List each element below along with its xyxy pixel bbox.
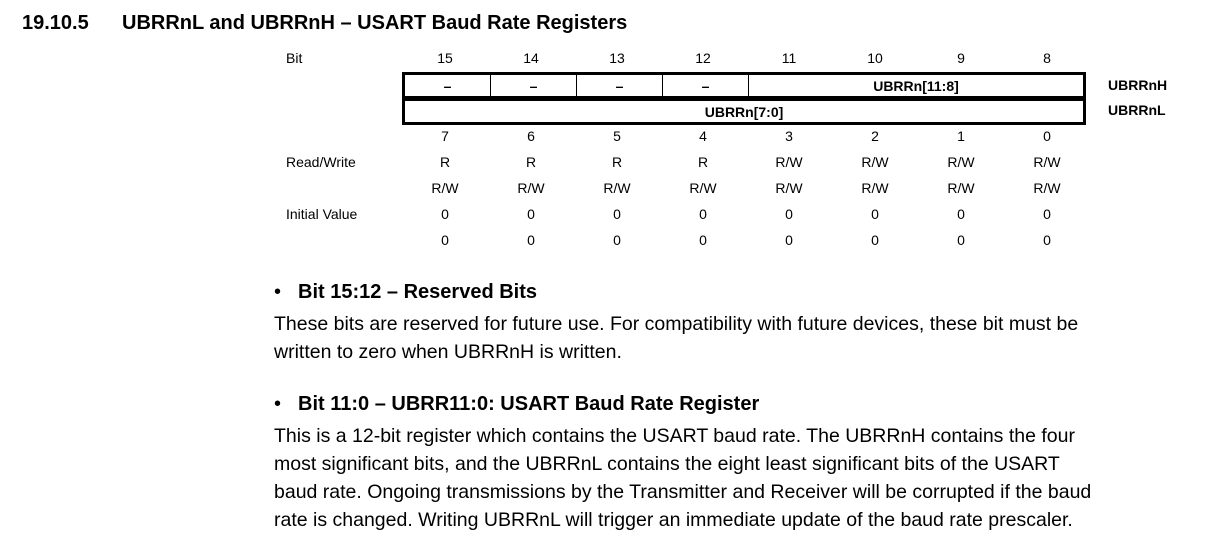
initial-value: 0 (785, 206, 793, 222)
paragraph-line: These bits are reserved for future use. For compatibility with future devices, these bit must be (274, 313, 1079, 335)
bit-number: 6 (527, 128, 535, 144)
bit-number: 15 (437, 50, 453, 66)
bit-number: 1 (957, 128, 965, 144)
bullet-heading-ubrr (274, 393, 759, 416)
bit-number: 3 (785, 128, 793, 144)
register-low-name: UBRRnL (1108, 102, 1166, 118)
access-value: R/W (517, 180, 545, 196)
initial-value: 0 (871, 232, 879, 248)
initial-value: 0 (957, 206, 965, 222)
section-title: UBRRnL and UBRRnH – USART Baud Rate Registers (122, 12, 628, 34)
bit-number: 12 (695, 50, 711, 66)
access-value: R (697, 154, 709, 170)
initial-value: 0 (699, 232, 707, 248)
initial-value: 0 (957, 232, 965, 248)
access-value: R (439, 154, 451, 170)
bit-number: 14 (523, 50, 539, 66)
initial-value: 0 (1043, 232, 1051, 248)
bit-number: 10 (867, 50, 883, 66)
initial-value-label: Initial Value (286, 206, 358, 222)
paragraph-line: rate is changed. Writing UBRRnL will trigger an immediate update of the baud rate prescaler. (274, 509, 1073, 531)
bullet-heading-text: Bit 15:12 – Reserved Bits (298, 281, 538, 303)
paragraph-line: most significant bits, and the UBRRnL contains the eight least significant bits of the USART (274, 453, 1060, 475)
bit-number: 13 (609, 50, 625, 66)
read-write-label: Read/Write (286, 154, 356, 170)
paragraph-line: written to zero when UBRRnH is written. (274, 341, 622, 363)
ubrr-high-field: UBRRn[11:8] (873, 77, 959, 94)
access-value: R/W (947, 180, 975, 196)
bullet-marker: • (274, 281, 282, 303)
access-value: R/W (775, 154, 803, 170)
bit-label: Bit (286, 50, 303, 66)
bit-number: 4 (699, 128, 707, 144)
initial-value: 0 (1043, 206, 1051, 222)
initial-value: 0 (699, 206, 707, 222)
bullet-heading-reserved (274, 281, 537, 304)
bit-number: 8 (1043, 50, 1051, 66)
bit-number: 11 (781, 50, 797, 66)
access-value: R/W (1033, 180, 1061, 196)
initial-value: 0 (613, 232, 621, 248)
access-value: R/W (861, 154, 889, 170)
access-value: R/W (1033, 154, 1061, 170)
paragraph-reserved-bits (274, 310, 1190, 366)
paragraph-line: baud rate. Ongoing transmissions by the Transmitter and Receiver will be corrupted if the baud (274, 481, 1092, 503)
bullet-marker: • (274, 393, 282, 415)
bit-number: 0 (1043, 128, 1051, 144)
access-value: R/W (689, 180, 717, 196)
access-value: R/W (775, 180, 803, 196)
paragraph-line: This is a 12-bit register which contains the USART baud rate. The UBRRnH contains the four (274, 425, 1075, 447)
initial-value: 0 (527, 232, 535, 248)
bullet-heading-text: Bit 11:0 – UBRR11:0: USART Baud Rate Register (298, 393, 760, 415)
access-value: R/W (947, 154, 975, 170)
reserved-field-15: – (405, 75, 491, 96)
bit-number: 2 (871, 128, 879, 144)
access-value: R (525, 154, 537, 170)
bit-number: 9 (957, 50, 965, 66)
reserved-field-13: – (577, 75, 663, 96)
access-value: R/W (431, 180, 459, 196)
section-number: 19.10.5 (22, 12, 89, 34)
ubrr-low-field: UBRRn[7:0] (704, 103, 784, 120)
paragraph-ubrr-description (274, 422, 1190, 534)
bit-number: 5 (613, 128, 621, 144)
register-high-name: UBRRnH (1108, 77, 1168, 93)
bit-number: 7 (441, 128, 449, 144)
initial-value: 0 (871, 206, 879, 222)
register-high-box (402, 72, 1086, 99)
initial-value: 0 (785, 232, 793, 248)
section-heading (22, 12, 627, 35)
initial-value: 0 (613, 206, 621, 222)
reserved-field-14: – (491, 75, 577, 96)
reserved-field-12: – (663, 75, 749, 96)
initial-value: 0 (441, 232, 449, 248)
access-value: R/W (861, 180, 889, 196)
access-value: R (611, 154, 623, 170)
access-value: R/W (603, 180, 631, 196)
initial-value: 0 (441, 206, 449, 222)
initial-value: 0 (527, 206, 535, 222)
register-low-box (402, 98, 1086, 125)
